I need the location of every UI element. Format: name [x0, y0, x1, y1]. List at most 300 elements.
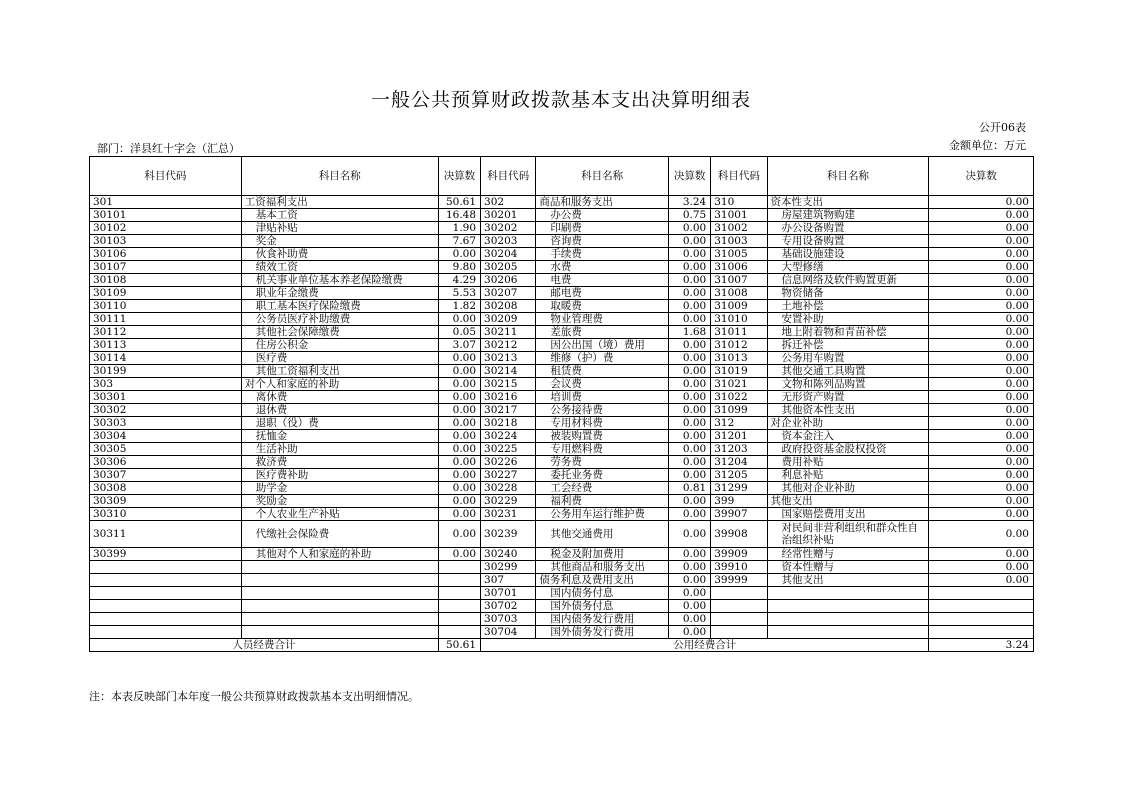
value-cell: 0.00: [438, 495, 480, 508]
table-row: [90, 248, 1034, 261]
code-cell: 30301: [90, 391, 242, 404]
value-cell: 0.00: [929, 209, 1034, 222]
name-cell: 拆迁补偿: [767, 339, 929, 352]
code-cell: 30311: [90, 521, 242, 548]
code-cell: [711, 600, 767, 613]
name-cell: 劳务费: [536, 456, 669, 469]
code-cell: 30302: [90, 404, 242, 417]
name-cell: 伙食补助费: [241, 248, 438, 261]
code-cell: 30113: [90, 339, 242, 352]
name-cell: 会议费: [536, 378, 669, 391]
value-cell: 0.00: [929, 495, 1034, 508]
code-cell: [711, 613, 767, 626]
table-row: [90, 469, 1034, 482]
value-cell: 0.00: [669, 404, 711, 417]
name-cell: 印刷费: [536, 222, 669, 235]
name-cell: 机关事业单位基本养老保险缴费: [241, 274, 438, 287]
name-cell: 邮电费: [536, 287, 669, 300]
value-cell: 0.00: [669, 417, 711, 430]
code-cell: 30226: [481, 456, 536, 469]
value-cell: 0.00: [438, 430, 480, 443]
footnote: 注：本表反映部门本年度一般公共预算财政拨款基本支出明细情况。: [89, 690, 419, 703]
code-cell: 30307: [90, 469, 242, 482]
name-cell: 津贴补贴: [241, 222, 438, 235]
expenditure-table: [89, 156, 1034, 652]
name-cell: 国家赔偿费用支出: [767, 508, 929, 521]
code-cell: 31009: [711, 300, 767, 313]
name-cell: 公务用车购置: [767, 352, 929, 365]
value-cell: 0.05: [438, 326, 480, 339]
table-number: 公开06表: [979, 121, 1026, 134]
name-cell: 退职（役）费: [241, 417, 438, 430]
code-cell: 30209: [481, 313, 536, 326]
name-cell: 商品和服务支出: [536, 196, 669, 209]
table-row: [90, 391, 1034, 404]
value-cell: 3.24: [669, 196, 711, 209]
table-row: [90, 352, 1034, 365]
value-cell: 0.00: [929, 574, 1034, 587]
value-cell: 0.00: [929, 404, 1034, 417]
code-cell: [90, 626, 242, 639]
code-cell: 30199: [90, 365, 242, 378]
table-row: [90, 196, 1034, 209]
code-cell: 31204: [711, 456, 767, 469]
name-cell: 大型修缮: [767, 261, 929, 274]
value-cell: 7.67: [438, 235, 480, 248]
department-label: 部门：洋县红十字会（汇总）: [97, 142, 240, 155]
name-cell: 安置补助: [767, 313, 929, 326]
name-cell: 国内债务付息: [536, 587, 669, 600]
code-cell: 30231: [481, 508, 536, 521]
table-row: [90, 626, 1034, 639]
value-cell: 0.00: [669, 430, 711, 443]
name-cell: 房屋建筑物购建: [767, 209, 929, 222]
value-cell: 0.00: [669, 626, 711, 639]
value-cell: 0.00: [669, 508, 711, 521]
name-cell: [241, 613, 438, 626]
name-cell: 医疗费补助: [241, 469, 438, 482]
name-cell: 国内债务发行费用: [536, 613, 669, 626]
code-cell: 30701: [481, 587, 536, 600]
value-cell: [438, 613, 480, 626]
code-cell: 31001: [711, 209, 767, 222]
code-cell: 30309: [90, 495, 242, 508]
table-row: [90, 287, 1034, 300]
code-cell: 30213: [481, 352, 536, 365]
value-cell: 5.53: [438, 287, 480, 300]
name-cell: 办公费: [536, 209, 669, 222]
code-cell: 30203: [481, 235, 536, 248]
name-cell: 住房公积金: [241, 339, 438, 352]
value-cell: 0.00: [669, 222, 711, 235]
value-cell: 0.00: [929, 248, 1034, 261]
unit-label: 金额单位：万元: [949, 139, 1026, 152]
code-cell: 30112: [90, 326, 242, 339]
name-cell: 资本性支出: [767, 196, 929, 209]
name-cell: 职工基本医疗保险缴费: [241, 300, 438, 313]
name-cell: 办公设备购置: [767, 222, 929, 235]
name-cell: 委托业务费: [536, 469, 669, 482]
name-cell: [241, 626, 438, 639]
value-cell: [929, 600, 1034, 613]
page-title: 一般公共预算财政拨款基本支出决算明细表: [370, 89, 751, 111]
code-cell: 30239: [481, 521, 536, 548]
name-cell: 基本工资: [241, 209, 438, 222]
value-cell: 0.00: [929, 482, 1034, 495]
code-cell: 30212: [481, 339, 536, 352]
code-cell: 307: [481, 574, 536, 587]
name-cell: 救济费: [241, 456, 438, 469]
name-cell: 资本性赠与: [767, 561, 929, 574]
value-cell: 0.00: [669, 469, 711, 482]
value-cell: 0.00: [669, 313, 711, 326]
code-cell: [90, 561, 242, 574]
totals-row: [90, 639, 1034, 652]
code-cell: 31011: [711, 326, 767, 339]
name-cell: 其他对个人和家庭的补助: [241, 548, 438, 561]
name-cell: 土地补偿: [767, 300, 929, 313]
code-cell: 31007: [711, 274, 767, 287]
value-cell: 0.00: [669, 495, 711, 508]
code-cell: 31008: [711, 287, 767, 300]
name-cell: 福利费: [536, 495, 669, 508]
value-cell: 0.00: [929, 352, 1034, 365]
name-cell: 资本金注入: [767, 430, 929, 443]
name-cell: 电费: [536, 274, 669, 287]
name-cell: 公务接待费: [536, 404, 669, 417]
name-cell: 其他对企业补助: [767, 482, 929, 495]
name-cell: 其他交通费用: [536, 521, 669, 548]
name-cell: [767, 587, 929, 600]
value-cell: 0.00: [929, 222, 1034, 235]
code-cell: 30211: [481, 326, 536, 339]
name-cell: 奖金: [241, 235, 438, 248]
name-cell: 退休费: [241, 404, 438, 417]
value-cell: [438, 574, 480, 587]
table-row: [90, 561, 1034, 574]
value-cell: [438, 626, 480, 639]
name-cell: 信息网络及软件购置更新: [767, 274, 929, 287]
name-cell: [241, 561, 438, 574]
code-cell: 30201: [481, 209, 536, 222]
public-total-value: 3.24: [929, 639, 1034, 652]
table-row: [90, 417, 1034, 430]
name-cell: 国外债务发行费用: [536, 626, 669, 639]
value-cell: 0.00: [929, 508, 1034, 521]
table-row: [90, 443, 1034, 456]
name-cell: 其他工资福利支出: [241, 365, 438, 378]
code-cell: [90, 613, 242, 626]
name-cell: [241, 587, 438, 600]
value-cell: 0.00: [438, 482, 480, 495]
name-cell: 抚恤金: [241, 430, 438, 443]
value-cell: 0.00: [669, 521, 711, 548]
name-cell: 物业管理费: [536, 313, 669, 326]
header-cell: 科目代码: [481, 157, 536, 196]
code-cell: 30308: [90, 482, 242, 495]
code-cell: 30208: [481, 300, 536, 313]
name-cell: 医疗费: [241, 352, 438, 365]
table-row: [90, 495, 1034, 508]
value-cell: 50.61: [438, 196, 480, 209]
code-cell: 30306: [90, 456, 242, 469]
table-row: [90, 508, 1034, 521]
value-cell: 0.75: [669, 209, 711, 222]
value-cell: 0.00: [438, 404, 480, 417]
name-cell: 工会经费: [536, 482, 669, 495]
value-cell: 0.00: [438, 456, 480, 469]
code-cell: 30214: [481, 365, 536, 378]
name-cell: 工资福利支出: [241, 196, 438, 209]
code-cell: 30217: [481, 404, 536, 417]
table-row: [90, 326, 1034, 339]
name-cell: 生活补助: [241, 443, 438, 456]
name-cell: [241, 574, 438, 587]
code-cell: 30103: [90, 235, 242, 248]
name-cell: [241, 600, 438, 613]
name-cell: 对民间非营利组织和群众性自治组织补贴: [767, 521, 929, 548]
value-cell: 0.00: [438, 521, 480, 548]
table-row: [90, 339, 1034, 352]
code-cell: 30704: [481, 626, 536, 639]
code-cell: [711, 587, 767, 600]
code-cell: 31013: [711, 352, 767, 365]
code-cell: 31022: [711, 391, 767, 404]
code-cell: 30110: [90, 300, 242, 313]
code-cell: 30240: [481, 548, 536, 561]
code-cell: 30310: [90, 508, 242, 521]
code-cell: [90, 587, 242, 600]
name-cell: 租赁费: [536, 365, 669, 378]
personnel-total-value: 50.61: [438, 639, 480, 652]
code-cell: 30229: [481, 495, 536, 508]
code-cell: 31012: [711, 339, 767, 352]
name-cell: 其他资本性支出: [767, 404, 929, 417]
value-cell: 0.00: [669, 352, 711, 365]
table-row: [90, 574, 1034, 587]
header-cell: 科目名称: [536, 157, 669, 196]
code-cell: 310: [711, 196, 767, 209]
code-cell: 30206: [481, 274, 536, 287]
header-cell: 科目代码: [90, 157, 242, 196]
name-cell: 培训费: [536, 391, 669, 404]
value-cell: 0.00: [669, 365, 711, 378]
value-cell: 0.00: [929, 548, 1034, 561]
code-cell: 30109: [90, 287, 242, 300]
code-cell: 30204: [481, 248, 536, 261]
table-row: [90, 587, 1034, 600]
value-cell: 0.00: [929, 365, 1034, 378]
name-cell: 文物和陈列品购置: [767, 378, 929, 391]
value-cell: 0.00: [929, 391, 1034, 404]
name-cell: 利息补贴: [767, 469, 929, 482]
value-cell: 0.00: [929, 456, 1034, 469]
name-cell: [767, 600, 929, 613]
value-cell: 16.48: [438, 209, 480, 222]
value-cell: 1.68: [669, 326, 711, 339]
value-cell: 0.00: [669, 391, 711, 404]
name-cell: 被装购置费: [536, 430, 669, 443]
code-cell: 39999: [711, 574, 767, 587]
name-cell: 差旅费: [536, 326, 669, 339]
table-row: [90, 274, 1034, 287]
code-cell: 30702: [481, 600, 536, 613]
name-cell: 对企业补助: [767, 417, 929, 430]
code-cell: 31299: [711, 482, 767, 495]
value-cell: 0.00: [929, 430, 1034, 443]
name-cell: 国外债务付息: [536, 600, 669, 613]
name-cell: 经常性赠与: [767, 548, 929, 561]
table-row: [90, 261, 1034, 274]
code-cell: 31005: [711, 248, 767, 261]
table-row: [90, 613, 1034, 626]
name-cell: 对个人和家庭的补助: [241, 378, 438, 391]
value-cell: 0.00: [438, 313, 480, 326]
value-cell: 0.00: [438, 443, 480, 456]
name-cell: 其他社会保障缴费: [241, 326, 438, 339]
header-cell: 决算数: [438, 157, 480, 196]
value-cell: 0.00: [669, 613, 711, 626]
name-cell: 取暖费: [536, 300, 669, 313]
code-cell: 312: [711, 417, 767, 430]
code-cell: 30228: [481, 482, 536, 495]
value-cell: [929, 587, 1034, 600]
value-cell: 0.00: [929, 274, 1034, 287]
name-cell: 水费: [536, 261, 669, 274]
code-cell: 31205: [711, 469, 767, 482]
name-cell: 其他商品和服务支出: [536, 561, 669, 574]
name-cell: 绩效工资: [241, 261, 438, 274]
name-cell: 离休费: [241, 391, 438, 404]
value-cell: [438, 587, 480, 600]
name-cell: [767, 626, 929, 639]
code-cell: [90, 574, 242, 587]
value-cell: 0.00: [929, 313, 1034, 326]
value-cell: 0.00: [929, 378, 1034, 391]
value-cell: 0.00: [929, 561, 1034, 574]
value-cell: 0.00: [669, 456, 711, 469]
name-cell: 手续费: [536, 248, 669, 261]
code-cell: 30102: [90, 222, 242, 235]
name-cell: 咨询费: [536, 235, 669, 248]
code-cell: [90, 600, 242, 613]
code-cell: 31021: [711, 378, 767, 391]
code-cell: 31002: [711, 222, 767, 235]
code-cell: 39907: [711, 508, 767, 521]
code-cell: 301: [90, 196, 242, 209]
name-cell: 税金及附加费用: [536, 548, 669, 561]
value-cell: 0.00: [669, 261, 711, 274]
code-cell: 30215: [481, 378, 536, 391]
code-cell: 30106: [90, 248, 242, 261]
name-cell: 因公出国（境）费用: [536, 339, 669, 352]
code-cell: 31201: [711, 430, 767, 443]
name-cell: 地上附着物和青苗补偿: [767, 326, 929, 339]
table-row: [90, 430, 1034, 443]
table-row: [90, 600, 1034, 613]
name-cell: 其他交通工具购置: [767, 365, 929, 378]
header-cell: 科目名称: [767, 157, 929, 196]
code-cell: 30101: [90, 209, 242, 222]
value-cell: 0.00: [669, 248, 711, 261]
code-cell: 30703: [481, 613, 536, 626]
value-cell: [929, 626, 1034, 639]
table-row: [90, 300, 1034, 313]
value-cell: 0.00: [669, 339, 711, 352]
value-cell: 1.82: [438, 300, 480, 313]
code-cell: 30304: [90, 430, 242, 443]
value-cell: 0.00: [438, 365, 480, 378]
code-cell: 30202: [481, 222, 536, 235]
value-cell: 0.00: [438, 469, 480, 482]
value-cell: 0.00: [438, 378, 480, 391]
name-cell: [767, 613, 929, 626]
value-cell: 0.00: [438, 417, 480, 430]
code-cell: 30111: [90, 313, 242, 326]
value-cell: 0.00: [669, 574, 711, 587]
name-cell: 专用燃料费: [536, 443, 669, 456]
table-row: [90, 482, 1034, 495]
code-cell: [711, 626, 767, 639]
value-cell: 0.00: [929, 261, 1034, 274]
table-row: [90, 222, 1034, 235]
value-cell: 4.29: [438, 274, 480, 287]
table-row: [90, 209, 1034, 222]
table-row: [90, 365, 1034, 378]
table-row: [90, 378, 1034, 391]
code-cell: 39908: [711, 521, 767, 548]
table-row: [90, 404, 1034, 417]
header-cell: 科目代码: [711, 157, 767, 196]
value-cell: 0.00: [438, 248, 480, 261]
value-cell: 0.00: [669, 561, 711, 574]
code-cell: 303: [90, 378, 242, 391]
code-cell: 31203: [711, 443, 767, 456]
value-cell: 0.00: [438, 352, 480, 365]
value-cell: 0.00: [929, 469, 1034, 482]
code-cell: 30108: [90, 274, 242, 287]
name-cell: 维修（护）费: [536, 352, 669, 365]
name-cell: 专用材料费: [536, 417, 669, 430]
code-cell: 30305: [90, 443, 242, 456]
value-cell: 0.00: [438, 548, 480, 561]
name-cell: 职业年金缴费: [241, 287, 438, 300]
value-cell: 0.00: [438, 391, 480, 404]
value-cell: 0.00: [669, 300, 711, 313]
value-cell: 0.00: [669, 443, 711, 456]
table-row: [90, 313, 1034, 326]
name-cell: 助学金: [241, 482, 438, 495]
value-cell: [929, 613, 1034, 626]
value-cell: [438, 561, 480, 574]
value-cell: 0.00: [669, 274, 711, 287]
value-cell: 3.07: [438, 339, 480, 352]
name-cell: 债务利息及费用支出: [536, 574, 669, 587]
table-row: [90, 548, 1034, 561]
value-cell: 0.00: [929, 300, 1034, 313]
header-cell: 科目名称: [241, 157, 438, 196]
code-cell: 31099: [711, 404, 767, 417]
value-cell: 0.00: [929, 196, 1034, 209]
value-cell: 0.00: [929, 235, 1034, 248]
value-cell: 0.00: [929, 287, 1034, 300]
value-cell: 0.81: [669, 482, 711, 495]
name-cell: 专用设备购置: [767, 235, 929, 248]
code-cell: 31006: [711, 261, 767, 274]
name-cell: 奖励金: [241, 495, 438, 508]
value-cell: 0.00: [669, 548, 711, 561]
value-cell: 0.00: [669, 378, 711, 391]
